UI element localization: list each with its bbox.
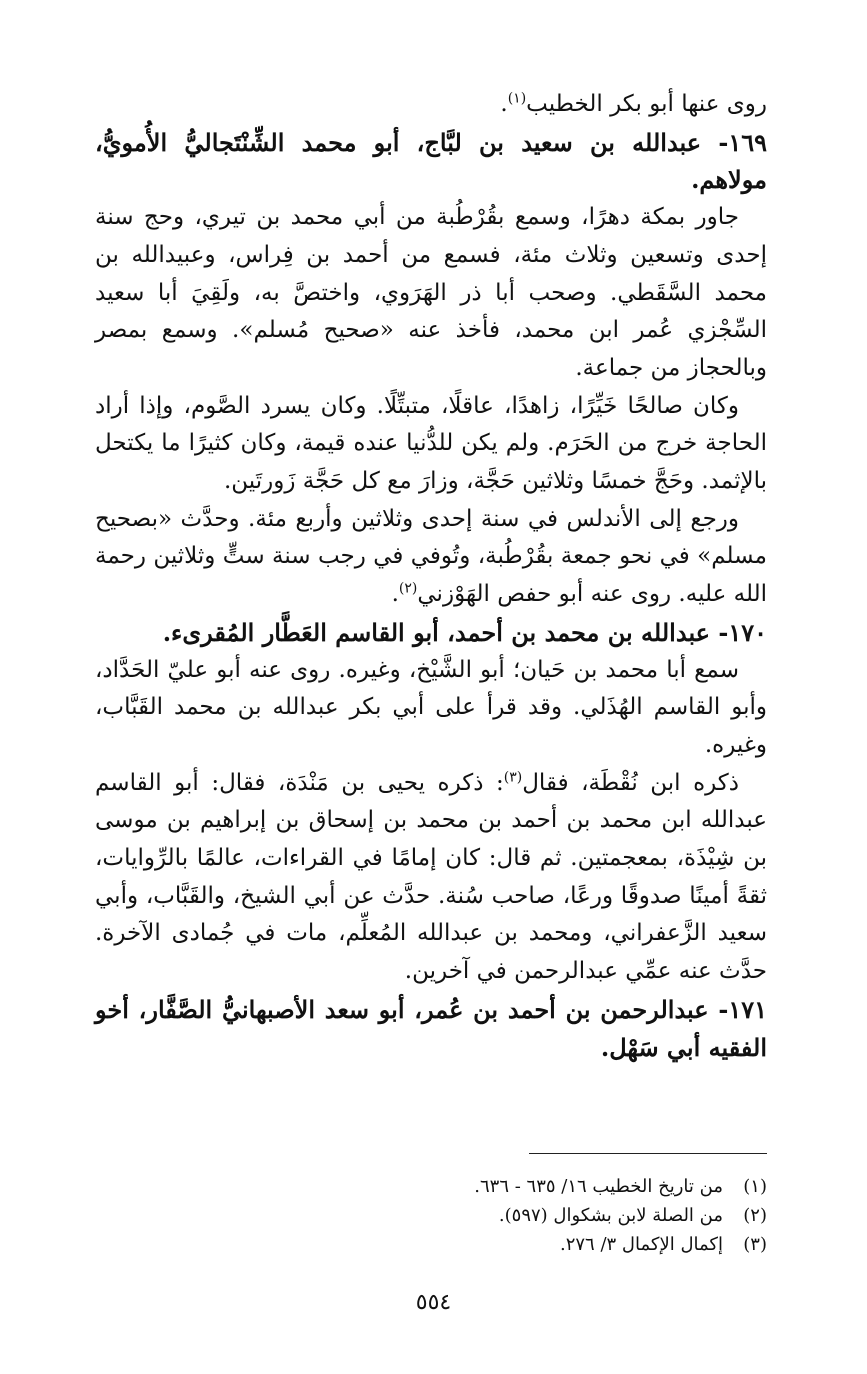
footnote-text: إكمال الإكمال ٣/ ٢٧٦. — [559, 1234, 723, 1255]
footnotes — [95, 1172, 767, 1259]
footnote-divider — [529, 1153, 767, 1154]
footnote-ref-1[interactable]: (١) — [507, 90, 527, 107]
footnote-2 — [95, 1201, 767, 1230]
entry-title: عبدالرحمن بن أحمد بن عُمر، أبو سعد الأصبهانيُّ الصَّفَّار، أخو الفقيه أبي سَهْل. — [95, 994, 767, 1062]
opening-line: روى عنها أبو بكر الخطيب$^{(١)}$. — [500, 90, 767, 117]
entry-169-paragraph-3: ورجع إلى الأندلس في سنة إحدى وثلاثين وأربع مئة. وحدَّث «بصحيح مسلم» في نحو جمعة بقُرْطُبة، وتُوفي في رجب سنة ستٍّ وثلاثين رحمة الله عليه. روى عنه أبو حفص الهَوْزني$^{(٢)}$. — [95, 505, 767, 608]
footnote-number: (٢) — [743, 1205, 767, 1226]
main-text — [95, 86, 767, 1066]
entry-169-paragraph-1: جاور بمكة دهرًا، وسمع بقُرْطُبة من أبي محمد بن تيري، وحج سنة إحدى وتسعين وثلاث مئة، فسمع من أحمد بن فِراس، وعبيدالله بن محمد السَّقَطي. وصحب أبا ذر الهَرَوي، واختصَّ به، ولَقِيَ أبا سعيد السِّجْزي عُمر ابن محمد، فأخذ عنه «صحيح مُسلم». وسمع بمصر وبالحجاز من جماعة. — [95, 204, 767, 381]
entry-169-heading — [95, 124, 767, 199]
entry-170-heading — [95, 614, 767, 652]
entry-title: عبدالله بن محمد بن أحمد، أبو القاسم العَطَّار المُقرىء. — [162, 617, 710, 647]
footnote-number: (٣) — [743, 1234, 767, 1255]
entry-title: عبدالله بن سعيد بن لبَّاج، أبو محمد الشِّنْتَجاليُّ الأُمويُّ، مولاهم. — [95, 127, 767, 195]
footnote-1 — [95, 1172, 767, 1201]
footnote-3 — [95, 1230, 767, 1259]
page-number: ٥٥٤ — [415, 1290, 452, 1315]
footnote-ref-2[interactable]: (٢) — [398, 580, 418, 597]
footnote-text: من الصلة لابن بشكوال (٥٩٧). — [498, 1205, 723, 1226]
entry-171-heading — [95, 991, 767, 1066]
footnote-number: (١) — [743, 1176, 767, 1197]
entry-number: ١٦٩- — [718, 127, 768, 157]
entry-number: ١٧١- — [718, 994, 768, 1024]
entry-170-paragraph-2: ذكره ابن نُقْطَة، فقال$^{(٣)}$: ذكره يحيى بن مَنْدَة، فقال: أبو القاسم عبدالله ابن محمد بن أحمد بن محمد بن إسحاق بن إبراهيم بن موسى بن شِيْذَة، بمعجمتين. ثم قال: كان إمامًا في القراءات، عالمًا بالرِّوايات، ثقةً أمينًا صدوقًا ورعًا، صاحب سُنة. حدَّث عن أبي الشيخ، والقَبَّاب، وأبي سعيد الزَّعفراني، ومحمد بن عبدالله المُعلِّم، مات في جُمادى الآخرة. حدَّث عنه عمِّي عبدالرحمن في آخرين. — [95, 769, 767, 985]
entry-170-paragraph-1: سمع أبا محمد بن حَيان؛ أبو الشَّيْخ، وغيره. روى عنه أبو عليّ الحَدَّاد، وأبو القاسم الهُذَلي. وقد قرأ على أبي بكر عبدالله بن محمد القَبَّاب، وغيره. — [95, 656, 767, 758]
footnote-text: من تاريخ الخطيب ١٦/ ٦٣٥ - ٦٣٦. — [474, 1176, 723, 1197]
entry-169-paragraph-2: وكان صالحًا خَيِّرًا، زاهدًا، عاقلًا، متبتِّلًا. وكان يسرد الصَّوم، وإذا أراد الحاجة خرج من الحَرَم. ولم يكن للدُّنيا عنده قيمة، وكان كثيرًا ما يكتحل بالإثمد. وحَجَّ خمسًا وثلاثين حَجَّة، وزارَ مع كل حَجَّة زَورتَين. — [95, 392, 767, 495]
footnote-ref-3[interactable]: (٣) — [503, 769, 523, 785]
entry-number: ١٧٠- — [718, 617, 767, 647]
